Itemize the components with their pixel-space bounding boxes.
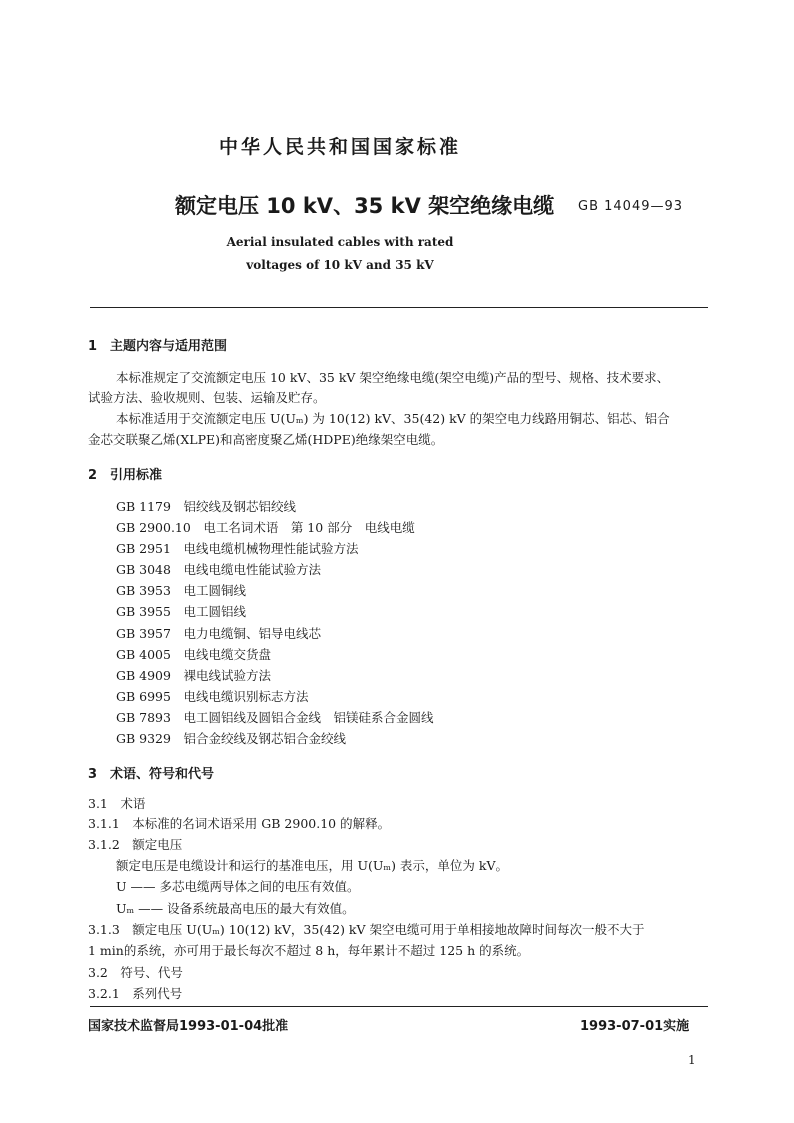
reference-item: GB 4909 裸电线试验方法	[116, 668, 271, 683]
reference-item: GB 7893 电工圆铝线及圆铝合金线 铝镁硅系合金圆线	[116, 710, 434, 725]
reference-item: GB 3953 电工圆铜线	[116, 583, 246, 598]
reference-item: GB 2951 电线电缆机械物理性能试验方法	[116, 541, 359, 556]
implementation-date: 1993-07-01实施	[580, 1019, 690, 1034]
section-1-heading: 1 主题内容与适用范围	[88, 339, 228, 354]
reference-item: GB 6995 电线电缆识别标志方法	[116, 689, 309, 704]
reference-item: GB 3957 电力电缆铜、铝导电线芯	[116, 626, 321, 641]
footer-divider	[90, 1006, 708, 1007]
header-divider	[90, 307, 708, 308]
subsection-3-2-1: 3.2.1 系列代号	[88, 986, 183, 1001]
english-title-line-1: Aerial insulated cables with rated	[226, 235, 454, 249]
reference-item: GB 3955 电工圆铝线	[116, 604, 246, 619]
subsection-3-1-3-line-2: 1 min的系统，亦可用于最长每次不超过 8 h，每年累计不超过 125 h 的系统。	[88, 943, 530, 958]
subsection-3-1-1: 3.1.1 本标准的名词术语采用 GB 2900.10 的解释。	[88, 816, 391, 831]
reference-item: GB 2900.10 电工名词术语 第 10 部分 电线电缆	[116, 520, 415, 535]
section-1-para-2-line-1: 本标准适用于交流额定电压 U(Uₘ) 为 10(12) kV、35(42) kV 的架空电力线路用铜芯、铝芯、铝合	[116, 411, 670, 426]
section-1-para-1-line-1: 本标准规定了交流额定电压 10 kV、35 kV 架空绝缘电缆(架空电缆)产品的型号、规格、技术要求、	[116, 370, 670, 385]
um-definition: Uₘ —— 设备系统最高电压的最大有效值。	[116, 901, 355, 916]
standard-header-title: 中华人民共和国国家标准	[218, 136, 461, 158]
english-title-line-2: voltages of 10 kV and 35 kV	[246, 258, 434, 272]
reference-item: GB 3048 电线电缆电性能试验方法	[116, 562, 321, 577]
reference-item: GB 9329 铝合金绞线及钢芯铝合金绞线	[116, 731, 346, 746]
section-2-heading: 2 引用标准	[88, 468, 163, 483]
page-number: 1	[688, 1053, 696, 1067]
reference-item: GB 1179 铝绞线及钢芯铝绞线	[116, 499, 296, 514]
document-title: 额定电压 10 kV、35 kV 架空绝缘电缆	[175, 194, 555, 218]
u-definition: U —— 多芯电缆两导体之间的电压有效值。	[116, 879, 360, 894]
subsection-3-2: 3.2 符号、代号	[88, 965, 183, 980]
section-3-heading: 3 术语、符号和代号	[88, 767, 215, 782]
subsection-3-1-2: 3.1.2 额定电压	[88, 837, 183, 852]
standard-number: GB 14049—93	[578, 199, 684, 214]
section-1-para-1-line-2: 试验方法、验收规则、包装、运输及贮存。	[88, 390, 326, 405]
subsection-3-1: 3.1 术语	[88, 796, 146, 811]
approval-date: 国家技术监督局1993-01-04批准	[88, 1019, 289, 1034]
rated-voltage-definition: 额定电压是电缆设计和运行的基准电压，用 U(Uₘ) 表示，单位为 kV。	[116, 858, 509, 873]
reference-item: GB 4005 电线电缆交货盘	[116, 647, 271, 662]
section-1-para-2-line-2: 金芯交联聚乙烯(XLPE)和高密度聚乙烯(HDPE)绝缘架空电缆。	[88, 432, 444, 447]
subsection-3-1-3-line-1: 3.1.3 额定电压 U(Uₘ) 10(12) kV，35(42) kV 架空电缆可用于单相接地故障时间每次一般不大于	[88, 922, 645, 937]
